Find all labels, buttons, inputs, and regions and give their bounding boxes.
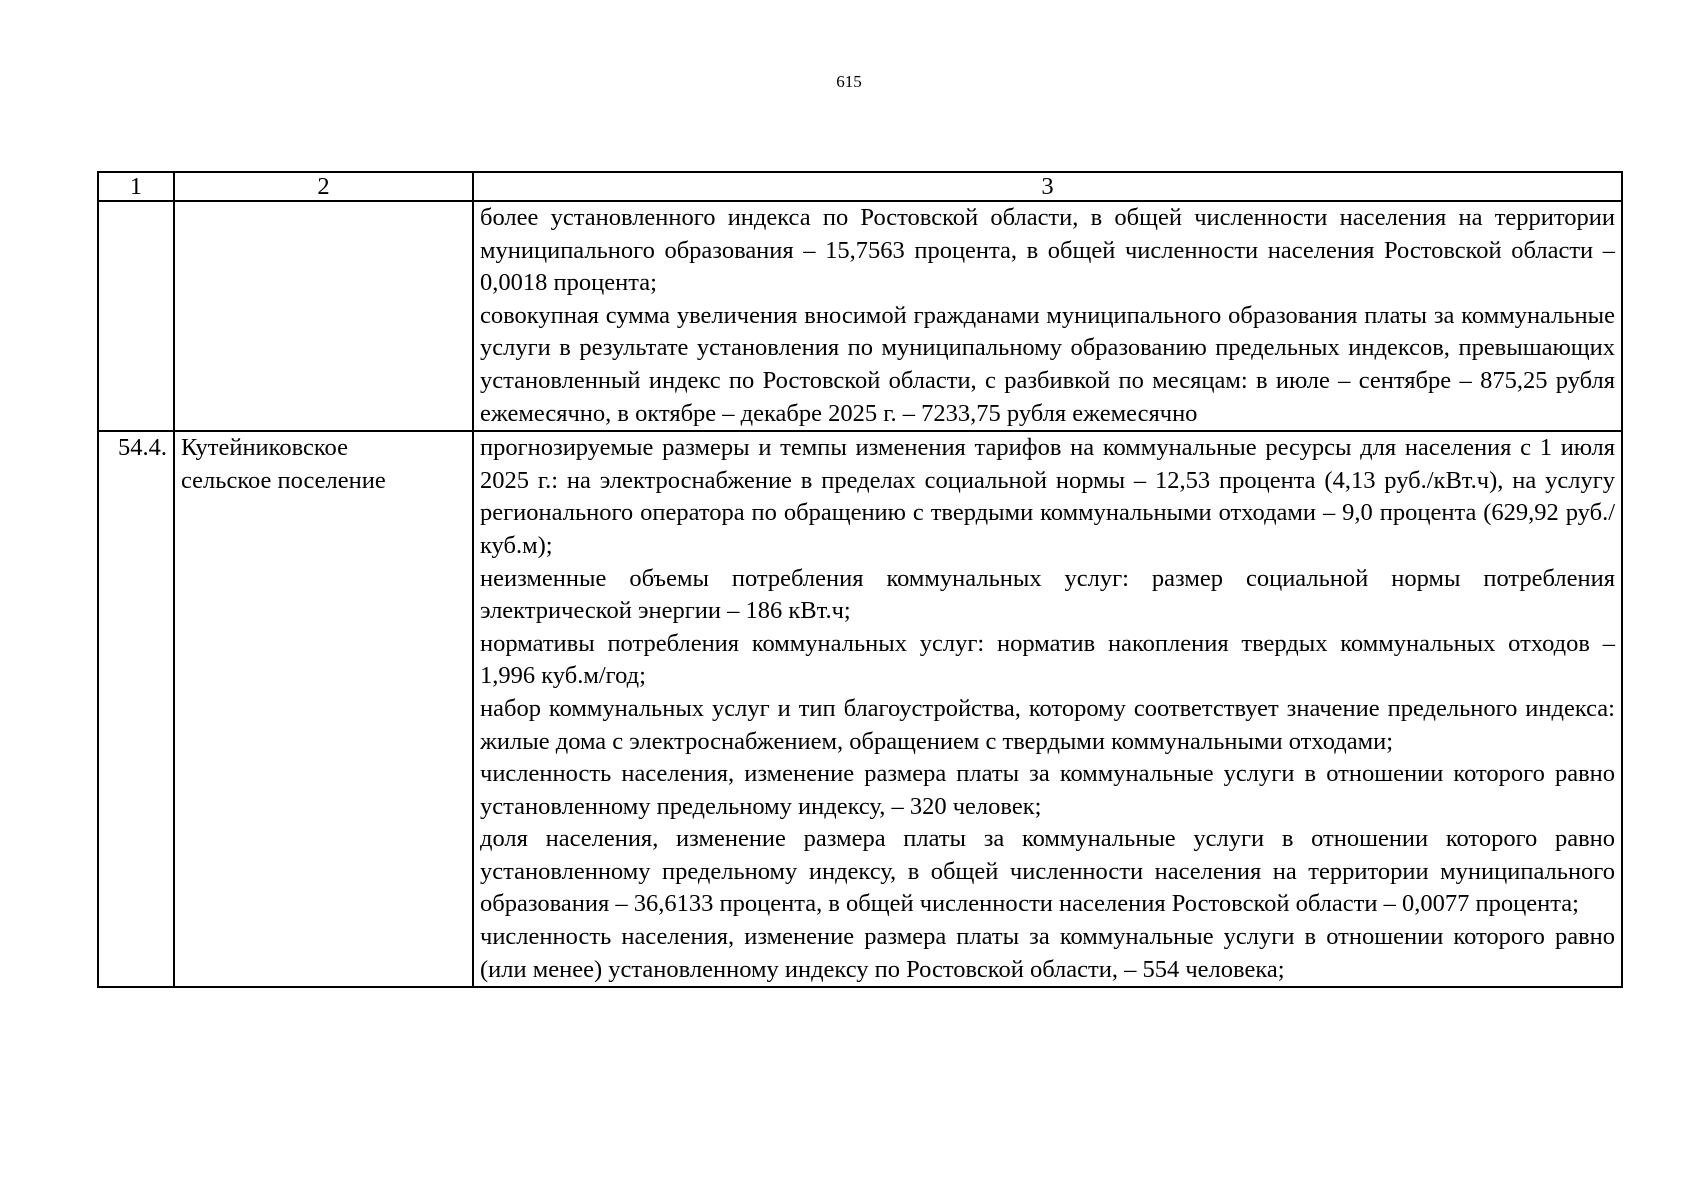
column-header-2: 2: [174, 172, 473, 201]
page-number: 615: [836, 72, 862, 91]
text-paragraph: численность населения, изменение размера платы за коммунальные услуги в отношении которого равно установленному предельному индексу, – 320 человек;: [480, 760, 1615, 820]
text-paragraph: численность населения, изменение размера платы за коммунальные услуги в отношении которого равно (или менее) установленному индексу по Ростовской области, – 554 человека;: [480, 923, 1615, 983]
text-paragraph: нормативы потребления коммунальных услуг: норматив накопления твердых коммунальных отходов – 1,996 куб.м/год;: [480, 629, 1615, 690]
row-text-cell: [473, 431, 1622, 987]
settlement-name-cell: [174, 431, 473, 987]
text-paragraph: прогнозируемые размеры и темпы изменения тарифов на коммунальные ресурсы для населения с 1 июля 2025 г.: на электроснабжение в пределах социальной нормы – 12,53 процента (4,13 руб./кВт.ч), на услугу регионального оператора по обращению с твердыми коммунальными отходами – 9,0 процента (629,92 руб./куб.м);: [480, 434, 1615, 559]
text-paragraph: набор коммунальных услуг и тип благоустройства, которому соответствует значение предельного индекса: жилые дома с электроснабжением, обращением с твердыми коммунальными отходами;: [480, 694, 1615, 755]
text-paragraph: более установленного индекса по Ростовской области, в общей численности населения на территории муниципального образования – 15,7563 процента, в общей численности населения Ростовской области – 0,0018 процента;: [480, 204, 1615, 297]
table-row: [98, 201, 1622, 431]
settlement-name-line: Кутейниковское: [181, 434, 348, 462]
column-header-1: 1: [98, 172, 174, 201]
table-row: [98, 431, 1622, 987]
text-paragraph: неизменные объемы потребления коммунальных услуг: размер социальной нормы потребления электрической энергии – 186 кВт.ч;: [480, 564, 1615, 625]
settlement-name-line: сельское поселение: [181, 466, 386, 494]
text-paragraph: доля населения, изменение размера платы за коммунальные услуги в отношении которого равно установленному предельному индексу, в общей численности населения на территории муниципального образования – 36,6133 процента, в общей численности населения Ростовской области – 0,0077 процента;: [480, 825, 1615, 918]
text-paragraph: совокупная сумма увеличения вносимой гражданами муниципального образования платы за коммунальные услуги в результате установления по муниципальному образованию предельных индексов, превышающих установленный индекс по Ростовской области, с разбивкой по месяцам: в июле – сентябре – 875,25 рубля ежемесячно, в октябре – декабре 2025 г. – 7233,75 рубля ежемесячно: [480, 301, 1615, 427]
tariff-table: [97, 171, 1623, 988]
table-header-row: [98, 172, 1622, 201]
settlement-name-cell: [174, 201, 473, 431]
row-number-cell: 54.4.: [98, 431, 174, 987]
row-text-cell: [473, 201, 1622, 431]
row-number-cell: [98, 201, 174, 431]
column-header-3: 3: [473, 172, 1622, 201]
